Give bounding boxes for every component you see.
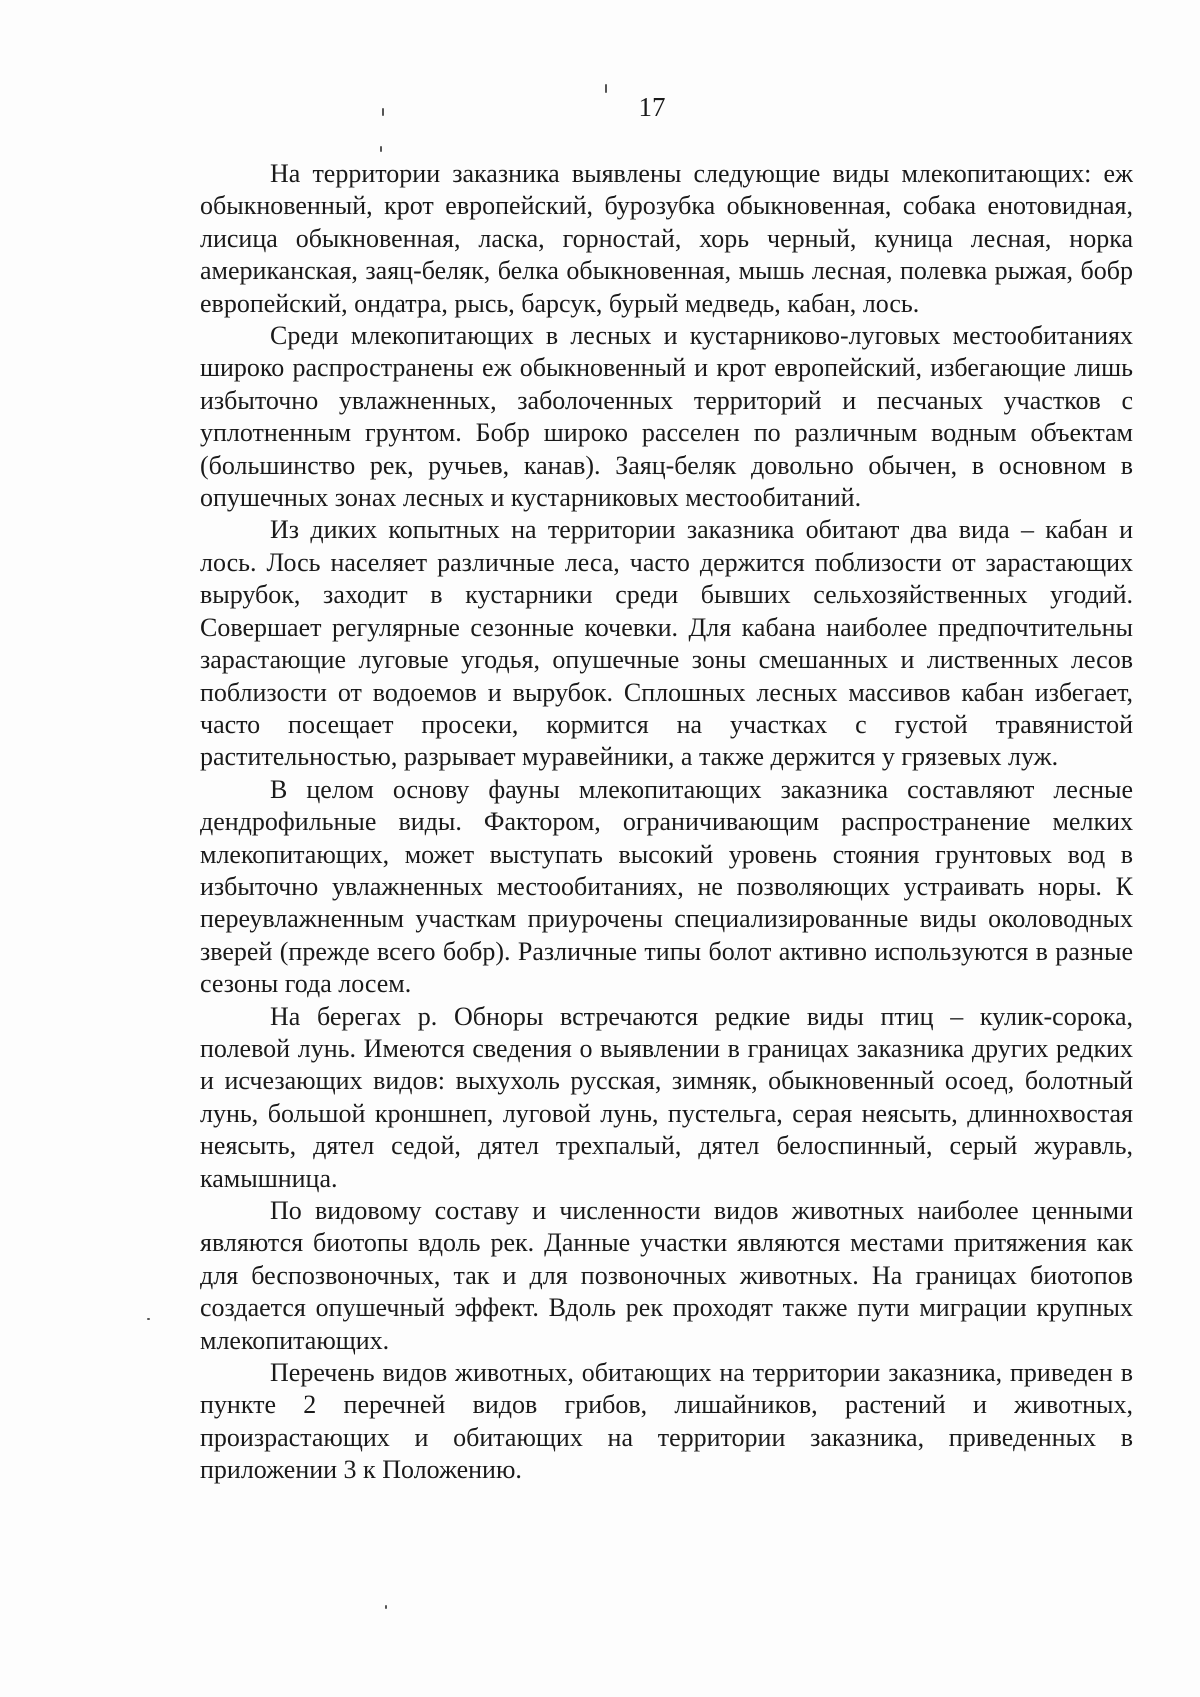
paragraph-mammal-species: На территории заказника выявлены следующие виды млекопитающих: еж обыкновенный, крот европейский, бурозубка обыкновенная, собака енотовидная, лисица обыкновенная, ласка, горностай, хорь черный, куница лесная, норка американская, заяц-беляк, белка обыкновенная, мышь лесная, полевка рыжая, бобр европейский, ондатра, рысь, барсук, бурый медведь, кабан, лось.	[200, 159, 1133, 318]
paragraph-river-biotopes: По видовому составу и численности видов животных наиболее ценными являются биотопы вдоль рек. Данные участки являются местами притяжения как для беспозвоночных, так и для позвоночных животных. На границах биотопов создается опушечный эффект. Вдоль рек проходят также пути миграции крупных млекопитающих.	[200, 1196, 1133, 1355]
paragraph-forest-habitats: Среди млекопитающих в лесных и кустарниково-луговых местообитаниях широко распространены еж обыкновенный и крот европейский, избегающие лишь избыточно увлажненных, заболоченных территорий и песчаных участков с уплотненным грунтом. Бобр широко расселен по различным водным объектам (большинство рек, ручьев, канав). Заяц-беляк довольно обычен, в основном в опушечных зонах лесных и кустарниковых местообитаний.	[200, 321, 1133, 513]
paragraph-species-list-reference: Перечень видов животных, обитающих на территории заказника, приведен в пункте 2 перечней видов грибов, лишайников, растений и животных, произрастающих и обитающих на территории заказника, приведенных в приложении 3 к Положению.	[200, 1358, 1133, 1485]
paragraph-ungulates: Из диких копытных на территории заказника обитают два вида – кабан и лось. Лось населяет различные леса, часто держится поблизости от зарастающих вырубок, заходит в кустарники среди бывших сельхозяйственных угодий. Совершает регулярные сезонные кочевки. Для кабана наиболее предпочтительны зарастающие луговые угодья, опушечные зоны смешанных и лиственных лесов поблизости от водоемов и вырубок. Сплошных лесных массивов кабан избегает, часто посещает просеки, кормится на участках с густой травянистой растительностью, разрывает муравейники, а также держится у грязевых луж.	[200, 515, 1133, 772]
paragraph-rare-birds: На берегах р. Обноры встречаются редкие виды птиц – кулик-сорока, полевой лунь. Имеются сведения о выявлении в границах заказника других редких и исчезающих видов: выхухоль русская, зимняк, обыкновенный осоед, болотный лунь, большой кроншнеп, луговой лунь, пустельга, серая неясыть, длиннохвостая неясыть, дятел седой, дятел трехпалый, дятел белоспинный, серый журавль, камышница.	[200, 1001, 1133, 1193]
paragraph-fauna-basis: В целом основу фауны млекопитающих заказника составляют лесные дендрофильные виды. Фактором, ограничивающим распространение мелких млекопитающих, может выступать высокий уровень стояния грунтовых вод в избыточно увлажненных местообитаниях, не позволяющих устраивать норы. К переувлажненным участкам приурочены специализированные виды околоводных зверей (прежде всего бобр). Различные типы болот активно используются в разные сезоны года лосем.	[200, 774, 1133, 999]
scan-speck	[385, 1605, 387, 1609]
document-body	[200, 158, 1133, 1487]
page-number: 17	[638, 92, 666, 122]
scan-speck	[380, 146, 382, 152]
scan-speck	[147, 1318, 150, 1320]
